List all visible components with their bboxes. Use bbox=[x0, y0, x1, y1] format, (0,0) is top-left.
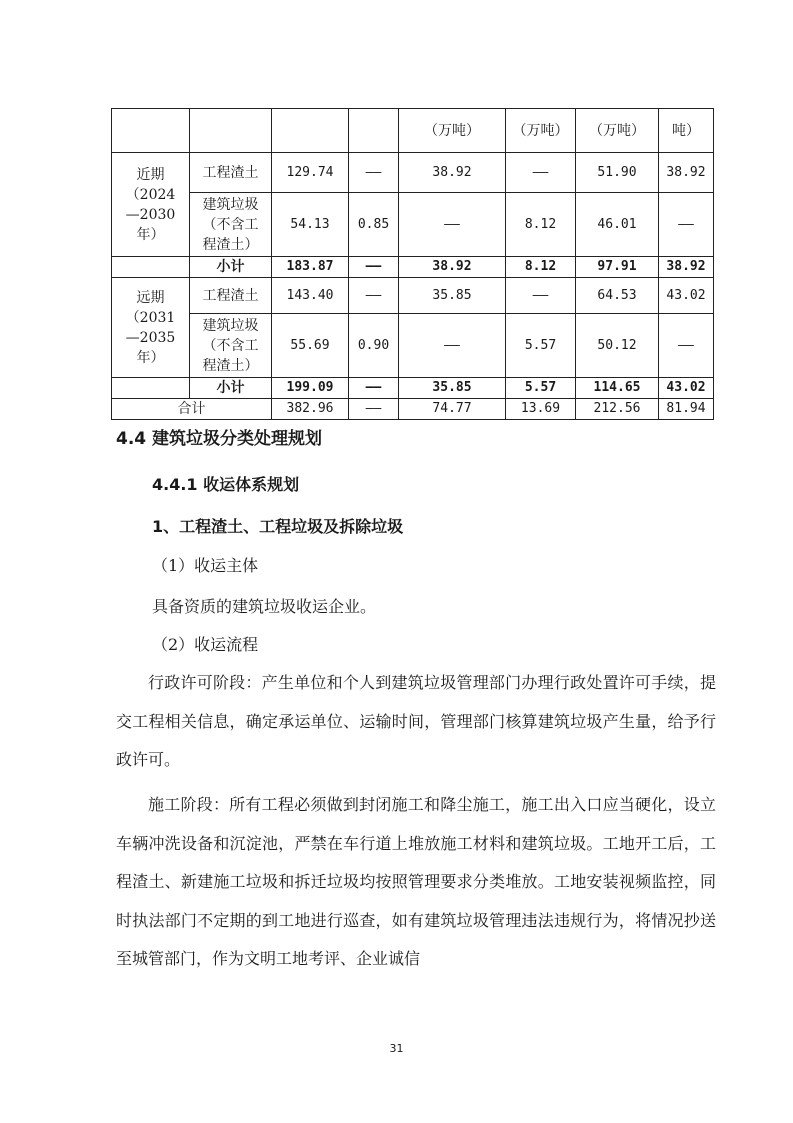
header-cell bbox=[272, 109, 349, 153]
value-cell: 43.02 bbox=[659, 378, 714, 399]
table-row bbox=[112, 278, 714, 314]
total-row bbox=[112, 399, 714, 420]
value-cell: 43.02 bbox=[659, 278, 714, 314]
header-cell: 吨） bbox=[659, 109, 714, 153]
table-header-row bbox=[112, 109, 714, 153]
value-cell: 183.87 bbox=[272, 257, 349, 278]
value-cell: 382.96 bbox=[272, 399, 349, 420]
value-cell: 0.90 bbox=[349, 314, 399, 378]
value-cell: 5.57 bbox=[506, 378, 576, 399]
period-cell: 近期（2024—2030年） bbox=[112, 153, 190, 257]
value-cell: —— bbox=[659, 314, 714, 378]
type-cell: 建筑垃圾（不含工程渣土） bbox=[190, 314, 272, 378]
value-cell: 55.69 bbox=[272, 314, 349, 378]
header-cell: （万吨） bbox=[576, 109, 659, 153]
value-cell: —— bbox=[506, 278, 576, 314]
header-cell bbox=[112, 109, 190, 153]
paragraph-administrative-permit: 行政许可阶段：产生单位和个人到建筑垃圾管理部门办理行政处置许可手续，提交工程相关信息，确定承运单位、运输时间，管理部门核算建筑垃圾产生量，给予行政许可。 bbox=[116, 673, 716, 769]
sub-heading-collection-subject: （1）收运主体 bbox=[152, 556, 259, 575]
type-cell: 建筑垃圾（不含工程渣土） bbox=[190, 193, 272, 257]
header-cell: （万吨） bbox=[399, 109, 506, 153]
value-cell: 199.09 bbox=[272, 378, 349, 399]
value-cell: 81.94 bbox=[659, 399, 714, 420]
table-row bbox=[112, 193, 714, 257]
header-cell bbox=[190, 109, 272, 153]
header-cell bbox=[349, 109, 399, 153]
page-number: 31 bbox=[389, 1042, 404, 1055]
value-cell: 46.01 bbox=[576, 193, 659, 257]
value-cell: 50.12 bbox=[576, 314, 659, 378]
value-cell: 114.65 bbox=[576, 378, 659, 399]
section-heading: 4.4 建筑垃圾分类处理规划 bbox=[116, 429, 323, 449]
subtotal-row bbox=[112, 257, 714, 278]
subtotal-row bbox=[112, 378, 714, 399]
value-cell: 5.57 bbox=[506, 314, 576, 378]
type-cell: 工程渣土 bbox=[190, 278, 272, 314]
value-cell: 13.69 bbox=[506, 399, 576, 420]
type-cell: 工程渣土 bbox=[190, 153, 272, 193]
waste-volume-table bbox=[111, 108, 714, 420]
subsection-heading: 4.4.1 收运体系规划 bbox=[152, 475, 300, 494]
total-label: 合计 bbox=[112, 399, 272, 420]
value-cell: —— bbox=[506, 153, 576, 193]
header-cell: （万吨） bbox=[506, 109, 576, 153]
empty-cell bbox=[112, 257, 190, 278]
value-cell: 38.92 bbox=[659, 153, 714, 193]
value-cell: —— bbox=[349, 278, 399, 314]
value-cell: —— bbox=[399, 193, 506, 257]
value-cell: —— bbox=[349, 257, 399, 278]
value-cell: 54.13 bbox=[272, 193, 349, 257]
value-cell: 129.74 bbox=[272, 153, 349, 193]
value-cell: 35.85 bbox=[399, 378, 506, 399]
collection-subject-text: 具备资质的建筑垃圾收运企业。 bbox=[152, 597, 377, 616]
value-cell: 8.12 bbox=[506, 193, 576, 257]
value-cell: 35.85 bbox=[399, 278, 506, 314]
value-cell: 143.40 bbox=[272, 278, 349, 314]
table-row bbox=[112, 153, 714, 193]
value-cell: 8.12 bbox=[506, 257, 576, 278]
value-cell: 0.85 bbox=[349, 193, 399, 257]
value-cell: —— bbox=[659, 193, 714, 257]
period-cell: 远期（2031—2035年） bbox=[112, 278, 190, 378]
subtotal-label: 小计 bbox=[190, 378, 272, 399]
value-cell: 212.56 bbox=[576, 399, 659, 420]
value-cell: —— bbox=[349, 153, 399, 193]
value-cell: —— bbox=[349, 399, 399, 420]
value-cell: 51.90 bbox=[576, 153, 659, 193]
value-cell: 38.92 bbox=[399, 153, 506, 193]
value-cell: 38.92 bbox=[399, 257, 506, 278]
value-cell: —— bbox=[349, 378, 399, 399]
subtotal-label: 小计 bbox=[190, 257, 272, 278]
value-cell: 64.53 bbox=[576, 278, 659, 314]
value-cell: 74.77 bbox=[399, 399, 506, 420]
value-cell: —— bbox=[399, 314, 506, 378]
sub-heading-collection-process: （2）收运流程 bbox=[152, 635, 259, 654]
table-row bbox=[112, 314, 714, 378]
empty-cell bbox=[112, 378, 190, 399]
value-cell: 38.92 bbox=[659, 257, 714, 278]
value-cell: 97.91 bbox=[576, 257, 659, 278]
paragraph-construction-stage: 施工阶段：所有工程必须做到封闭施工和降尘施工，施工出入口应当硬化，设立车辆冲洗设备和沉淀池，严禁在车行道上堆放施工材料和建筑垃圾。工地开工后，工程渣土、新建施工垃圾和拆迁垃圾均按照管理要求分类堆放。工地安装视频监控，同时执法部门不定期的到工地进行巡查，如有建筑垃圾管理违法违规行为，将情况抄送至城管部门，作为文明工地考评、企业诚信 bbox=[116, 795, 716, 968]
item-heading: 1、工程渣土、工程垃圾及拆除垃圾 bbox=[152, 517, 404, 536]
